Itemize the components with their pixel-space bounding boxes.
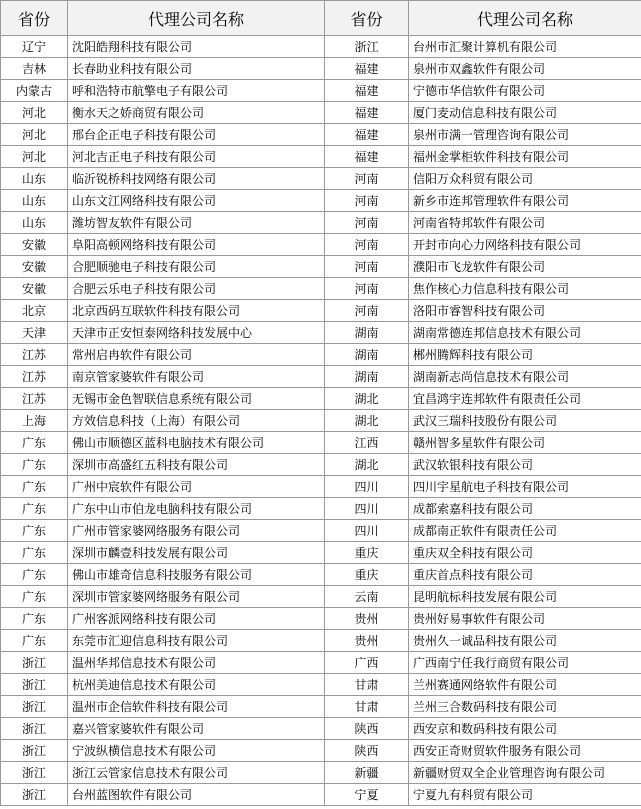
table-row	[1, 630, 641, 652]
company-left-cell: 河北吉正电子科技有限公司	[68, 146, 325, 168]
company-right-cell: 兰州三合数码科技有限公司	[409, 696, 641, 718]
company-left-cell: 方效信息科技（上海）有限公司	[68, 410, 325, 432]
table-body	[1, 36, 641, 806]
province-right-cell: 新疆	[325, 762, 409, 784]
table-row	[1, 300, 641, 322]
company-right-cell: 厦门麦动信息科技有限公司	[409, 102, 641, 124]
province-right-cell: 湖北	[325, 388, 409, 410]
company-right-cell: 开封市向心力网络科技有限公司	[409, 234, 641, 256]
company-left-cell: 杭州美迪信息技术有限公司	[68, 674, 325, 696]
province-left-cell: 广东	[1, 586, 68, 608]
province-right-cell: 湖北	[325, 410, 409, 432]
province-left-cell: 广东	[1, 476, 68, 498]
province-left-cell: 辽宁	[1, 36, 68, 58]
province-right-cell: 福建	[325, 102, 409, 124]
table-row	[1, 102, 641, 124]
province-right-cell: 福建	[325, 146, 409, 168]
province-left-cell: 浙江	[1, 674, 68, 696]
company-left-cell: 常州启冉软件有限公司	[68, 344, 325, 366]
table-row	[1, 36, 641, 58]
company-right-cell: 宜昌鸿宇连邦软件有限责任公司	[409, 388, 641, 410]
company-right-cell: 新乡市连邦管理软件有限公司	[409, 190, 641, 212]
province-right-cell: 浙江	[325, 36, 409, 58]
company-left-cell: 温州华邦信息技术有限公司	[68, 652, 325, 674]
company-left-cell: 合肥云乐电子科技有限公司	[68, 278, 325, 300]
company-left-cell: 天津市正安恒泰网络科技发展中心	[68, 322, 325, 344]
province-right-cell: 四川	[325, 498, 409, 520]
province-left-cell: 上海	[1, 410, 68, 432]
province-left-cell: 浙江	[1, 696, 68, 718]
company-left-cell: 长春助业科技有限公司	[68, 58, 325, 80]
province-left-cell: 安徽	[1, 256, 68, 278]
company-right-cell: 台州市汇聚计算机有限公司	[409, 36, 641, 58]
company-right-cell: 宁德市华信软件有限公司	[409, 80, 641, 102]
company-right-cell: 新疆财贸双全企业管理咨询有限公司	[409, 762, 641, 784]
company-right-cell: 信阳万众科贸有限公司	[409, 168, 641, 190]
table-row	[1, 784, 641, 806]
table-row	[1, 234, 641, 256]
company-left-cell: 北京西码互联软件科技有限公司	[68, 300, 325, 322]
company-left-cell: 广州客派网络科技有限公司	[68, 608, 325, 630]
company-right-cell: 重庆双全科技有限公司	[409, 542, 641, 564]
header-province-left: 省份	[1, 1, 68, 36]
company-right-cell: 四川宇星航电子科技有限公司	[409, 476, 641, 498]
company-right-cell: 河南省特邦软件有限公司	[409, 212, 641, 234]
company-right-cell: 福州金掌柜软件科技有限公司	[409, 146, 641, 168]
province-left-cell: 广东	[1, 432, 68, 454]
province-right-cell: 福建	[325, 58, 409, 80]
company-right-cell: 广西南宁任我行商贸有限公司	[409, 652, 641, 674]
province-left-cell: 浙江	[1, 652, 68, 674]
table-row	[1, 80, 641, 102]
company-left-cell: 深圳市高盛红五科技有限公司	[68, 454, 325, 476]
province-left-cell: 江苏	[1, 388, 68, 410]
province-right-cell: 宁夏	[325, 784, 409, 806]
province-left-cell: 河北	[1, 146, 68, 168]
province-left-cell: 山东	[1, 168, 68, 190]
table-row	[1, 498, 641, 520]
province-right-cell: 湖南	[325, 322, 409, 344]
province-right-cell: 广西	[325, 652, 409, 674]
province-left-cell: 吉林	[1, 58, 68, 80]
company-right-cell: 泉州市满一管理咨询有限公司	[409, 124, 641, 146]
company-left-cell: 合肥顺驰电子科技有限公司	[68, 256, 325, 278]
province-right-cell: 河南	[325, 168, 409, 190]
province-left-cell: 北京	[1, 300, 68, 322]
province-left-cell: 江苏	[1, 366, 68, 388]
company-left-cell: 无锡市金色智联信息系统有限公司	[68, 388, 325, 410]
table-row	[1, 366, 641, 388]
company-right-cell: 西安正奇财贸软件服务有限公司	[409, 740, 641, 762]
company-left-cell: 深圳市管家婆网络服务有限公司	[68, 586, 325, 608]
company-left-cell: 佛山市雄奇信息科技服务有限公司	[68, 564, 325, 586]
province-left-cell: 安徽	[1, 234, 68, 256]
province-left-cell: 天津	[1, 322, 68, 344]
table-row	[1, 542, 641, 564]
province-right-cell: 福建	[325, 124, 409, 146]
province-left-cell: 广东	[1, 454, 68, 476]
province-left-cell: 广东	[1, 498, 68, 520]
province-left-cell: 广东	[1, 630, 68, 652]
company-left-cell: 温州市企信软件科技有限公司	[68, 696, 325, 718]
province-right-cell: 四川	[325, 520, 409, 542]
table-row	[1, 674, 641, 696]
table-row	[1, 388, 641, 410]
company-right-cell: 重庆首点科技有限公司	[409, 564, 641, 586]
province-right-cell: 河南	[325, 300, 409, 322]
company-left-cell: 台州蓝图软件有限公司	[68, 784, 325, 806]
province-left-cell: 广东	[1, 608, 68, 630]
province-left-cell: 河北	[1, 102, 68, 124]
province-right-cell: 江西	[325, 432, 409, 454]
company-right-cell: 西安京和数码科技有限公司	[409, 718, 641, 740]
province-right-cell: 河南	[325, 278, 409, 300]
table-row	[1, 586, 641, 608]
province-right-cell: 重庆	[325, 564, 409, 586]
company-left-cell: 深圳市麟壹科技发展有限公司	[68, 542, 325, 564]
company-right-cell: 昆明航标科技发展有限公司	[409, 586, 641, 608]
province-left-cell: 山东	[1, 190, 68, 212]
province-left-cell: 山东	[1, 212, 68, 234]
company-left-cell: 浙江云管家信息技术有限公司	[68, 762, 325, 784]
table-row	[1, 520, 641, 542]
province-right-cell: 甘肃	[325, 696, 409, 718]
province-left-cell: 浙江	[1, 762, 68, 784]
company-right-cell: 武汉软银科技有限公司	[409, 454, 641, 476]
company-right-cell: 濮阳市飞龙软件有限公司	[409, 256, 641, 278]
company-left-cell: 山东文江网络科技有限公司	[68, 190, 325, 212]
province-right-cell: 湖南	[325, 344, 409, 366]
province-right-cell: 陕西	[325, 718, 409, 740]
province-right-cell: 重庆	[325, 542, 409, 564]
company-right-cell: 宁夏九有科贸有限公司	[409, 784, 641, 806]
table-row	[1, 124, 641, 146]
company-right-cell: 湖南新志尚信息技术有限公司	[409, 366, 641, 388]
company-left-cell: 临沂锐桥科技网络有限公司	[68, 168, 325, 190]
header-row	[1, 1, 641, 36]
header-province-right: 省份	[325, 1, 409, 36]
company-left-cell: 阜阳高顿网络科技有限公司	[68, 234, 325, 256]
company-right-cell: 赣州智多星软件有限公司	[409, 432, 641, 454]
province-right-cell: 河南	[325, 234, 409, 256]
province-right-cell: 湖北	[325, 454, 409, 476]
province-left-cell: 江苏	[1, 344, 68, 366]
province-right-cell: 贵州	[325, 608, 409, 630]
table-row	[1, 146, 641, 168]
table-row	[1, 564, 641, 586]
province-left-cell: 浙江	[1, 718, 68, 740]
company-left-cell: 东莞市汇迎信息科技有限公司	[68, 630, 325, 652]
company-right-cell: 成都索嘉科技有限公司	[409, 498, 641, 520]
province-left-cell: 浙江	[1, 740, 68, 762]
province-left-cell: 广东	[1, 542, 68, 564]
company-left-cell: 广州中宸软件有限公司	[68, 476, 325, 498]
company-left-cell: 佛山市顺德区蓝科电脑技术有限公司	[68, 432, 325, 454]
province-right-cell: 四川	[325, 476, 409, 498]
company-right-cell: 焦作核心力信息科技有限公司	[409, 278, 641, 300]
company-left-cell: 沈阳皓翔科技有限公司	[68, 36, 325, 58]
province-right-cell: 河南	[325, 256, 409, 278]
table-row	[1, 278, 641, 300]
company-right-cell: 贵州久一诚品科技有限公司	[409, 630, 641, 652]
company-left-cell: 邢台企正电子科技有限公司	[68, 124, 325, 146]
province-left-cell: 浙江	[1, 784, 68, 806]
company-left-cell: 宁波纵横信息技术有限公司	[68, 740, 325, 762]
table-row	[1, 322, 641, 344]
company-left-cell: 呼和浩特市航擎电子有限公司	[68, 80, 325, 102]
province-left-cell: 广东	[1, 564, 68, 586]
header-company-right: 代理公司名称	[409, 1, 641, 36]
province-right-cell: 河南	[325, 212, 409, 234]
province-right-cell: 河南	[325, 190, 409, 212]
table-row	[1, 476, 641, 498]
company-left-cell: 衡水天之娇商贸有限公司	[68, 102, 325, 124]
province-left-cell: 内蒙古	[1, 80, 68, 102]
company-right-cell: 泉州市双鑫软件有限公司	[409, 58, 641, 80]
province-right-cell: 陕西	[325, 740, 409, 762]
table-row	[1, 608, 641, 630]
table-row	[1, 190, 641, 212]
table-row	[1, 410, 641, 432]
company-left-cell: 潍坊智友软件有限公司	[68, 212, 325, 234]
table-row	[1, 696, 641, 718]
table-row	[1, 256, 641, 278]
province-right-cell: 贵州	[325, 630, 409, 652]
company-right-cell: 贵州好易事软件有限公司	[409, 608, 641, 630]
table-row	[1, 762, 641, 784]
company-right-cell: 湖南常德连邦信息技术有限公司	[409, 322, 641, 344]
company-left-cell: 广东中山市伯龙电脑科技有限公司	[68, 498, 325, 520]
company-right-cell: 兰州赛通网络软件有限公司	[409, 674, 641, 696]
table-row	[1, 652, 641, 674]
table-row	[1, 58, 641, 80]
province-left-cell: 广东	[1, 520, 68, 542]
table-row	[1, 212, 641, 234]
company-left-cell: 南京管家婆软件有限公司	[68, 366, 325, 388]
company-right-cell: 洛阳市睿智科技有限公司	[409, 300, 641, 322]
header-company-left: 代理公司名称	[68, 1, 325, 36]
table-row	[1, 454, 641, 476]
province-left-cell: 安徽	[1, 278, 68, 300]
company-left-cell: 广州市管家婆网络服务有限公司	[68, 520, 325, 542]
table-row	[1, 168, 641, 190]
table-row	[1, 432, 641, 454]
table-row	[1, 718, 641, 740]
company-left-cell: 嘉兴管家婆软件有限公司	[68, 718, 325, 740]
province-right-cell: 云南	[325, 586, 409, 608]
province-right-cell: 甘肃	[325, 674, 409, 696]
province-right-cell: 湖南	[325, 366, 409, 388]
company-right-cell: 成都南正软件有限责任公司	[409, 520, 641, 542]
table-row	[1, 740, 641, 762]
company-right-cell: 郴州腾辉科技有限公司	[409, 344, 641, 366]
province-right-cell: 福建	[325, 80, 409, 102]
table-row	[1, 344, 641, 366]
company-right-cell: 武汉三瑞科技股份有限公司	[409, 410, 641, 432]
province-left-cell: 河北	[1, 124, 68, 146]
